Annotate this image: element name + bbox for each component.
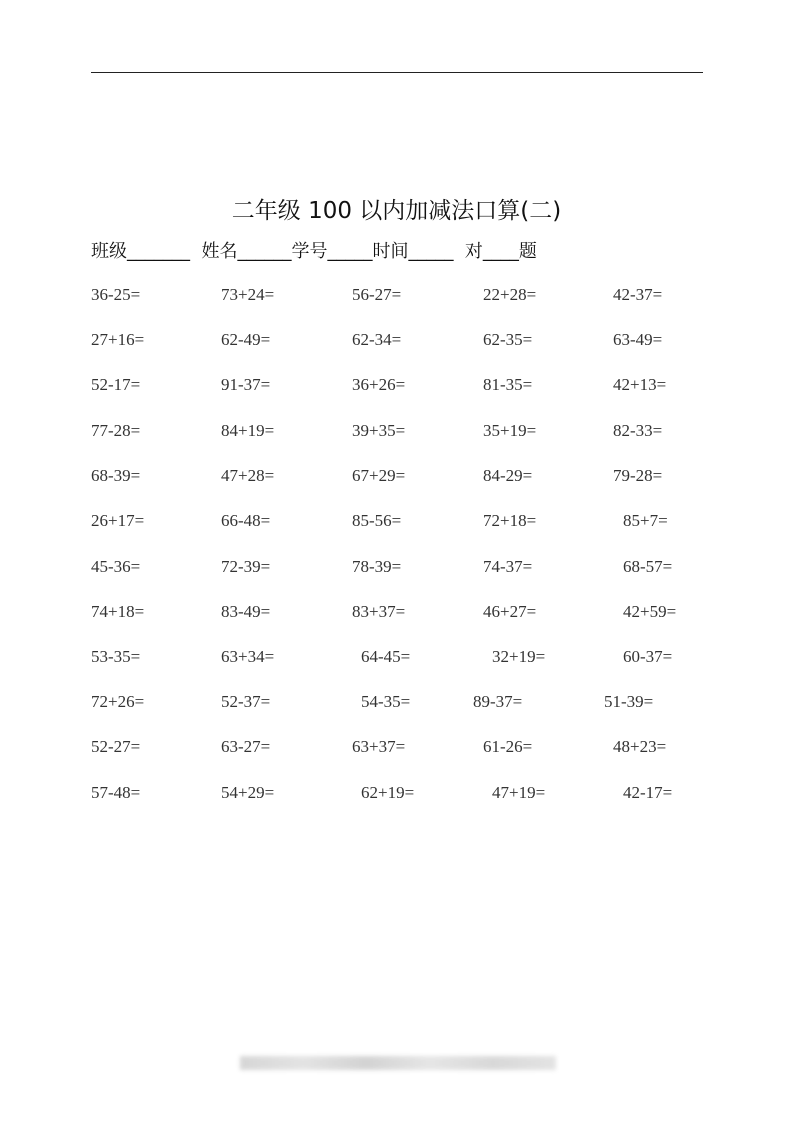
arithmetic-problem: 62+19= — [361, 783, 415, 802]
arithmetic-problem: 42+13= — [613, 375, 667, 394]
arithmetic-problem: 42-37= — [613, 285, 663, 304]
arithmetic-problem: 62-34= — [352, 330, 402, 349]
arithmetic-problem: 63+34= — [221, 647, 275, 666]
arithmetic-problem: 52-27= — [91, 737, 141, 756]
arithmetic-problem: 74+18= — [91, 602, 145, 621]
arithmetic-problem: 42+59= — [623, 602, 677, 621]
arithmetic-problem: 52-17= — [91, 375, 141, 394]
header-rule — [91, 72, 703, 73]
arithmetic-problem: 62-35= — [483, 330, 533, 349]
arithmetic-problem: 52-37= — [221, 692, 271, 711]
arithmetic-problem: 64-45= — [361, 647, 411, 666]
arithmetic-problem: 73+24= — [221, 285, 275, 304]
arithmetic-problem: 45-36= — [91, 557, 141, 576]
arithmetic-problem: 36-25= — [91, 285, 141, 304]
arithmetic-problem: 79-28= — [613, 466, 663, 485]
arithmetic-problem: 72+18= — [483, 511, 537, 530]
arithmetic-problem: 84+19= — [221, 421, 275, 440]
arithmetic-problem: 89-37= — [473, 692, 523, 711]
arithmetic-problem: 62-49= — [221, 330, 271, 349]
arithmetic-problem: 81-35= — [483, 375, 533, 394]
arithmetic-problem: 48+23= — [613, 737, 667, 756]
arithmetic-problem: 36+26= — [352, 375, 406, 394]
arithmetic-problem: 56-27= — [352, 285, 402, 304]
arithmetic-problem: 39+35= — [352, 421, 406, 440]
arithmetic-problem: 46+27= — [483, 602, 537, 621]
arithmetic-problem: 61-26= — [483, 737, 533, 756]
arithmetic-problem: 54+29= — [221, 783, 275, 802]
arithmetic-problem: 26+17= — [91, 511, 145, 530]
arithmetic-problem: 83+37= — [352, 602, 406, 621]
arithmetic-problem: 35+19= — [483, 421, 537, 440]
arithmetic-problem: 78-39= — [352, 557, 402, 576]
arithmetic-problem: 27+16= — [91, 330, 145, 349]
arithmetic-problem: 72-39= — [221, 557, 271, 576]
arithmetic-problem: 82-33= — [613, 421, 663, 440]
arithmetic-problem: 47+19= — [492, 783, 546, 802]
arithmetic-problem: 47+28= — [221, 466, 275, 485]
arithmetic-problem: 91-37= — [221, 375, 271, 394]
arithmetic-problem: 74-37= — [483, 557, 533, 576]
student-info-line: 班级_______ 姓名______学号_____时间_____ 对____题 — [91, 241, 537, 262]
arithmetic-problem: 83-49= — [221, 602, 271, 621]
arithmetic-problem: 57-48= — [91, 783, 141, 802]
arithmetic-problem: 77-28= — [91, 421, 141, 440]
arithmetic-problem: 72+26= — [91, 692, 145, 711]
blurred-footer-watermark — [240, 1056, 556, 1070]
arithmetic-problem: 60-37= — [623, 647, 673, 666]
arithmetic-problem: 84-29= — [483, 466, 533, 485]
page-title: 二年级 100 以内加减法口算(二) — [231, 198, 562, 224]
arithmetic-problem: 32+19= — [492, 647, 546, 666]
arithmetic-problem: 85-56= — [352, 511, 402, 530]
arithmetic-problem: 63+37= — [352, 737, 406, 756]
arithmetic-problem: 67+29= — [352, 466, 406, 485]
arithmetic-problem: 54-35= — [361, 692, 411, 711]
arithmetic-problem: 66-48= — [221, 511, 271, 530]
arithmetic-problem: 42-17= — [623, 783, 673, 802]
arithmetic-problem: 53-35= — [91, 647, 141, 666]
arithmetic-problem: 51-39= — [604, 692, 654, 711]
arithmetic-problem: 68-57= — [623, 557, 673, 576]
arithmetic-problem: 63-27= — [221, 737, 271, 756]
arithmetic-problem: 85+7= — [623, 511, 668, 530]
arithmetic-problem: 68-39= — [91, 466, 141, 485]
arithmetic-problem: 63-49= — [613, 330, 663, 349]
arithmetic-problem: 22+28= — [483, 285, 537, 304]
